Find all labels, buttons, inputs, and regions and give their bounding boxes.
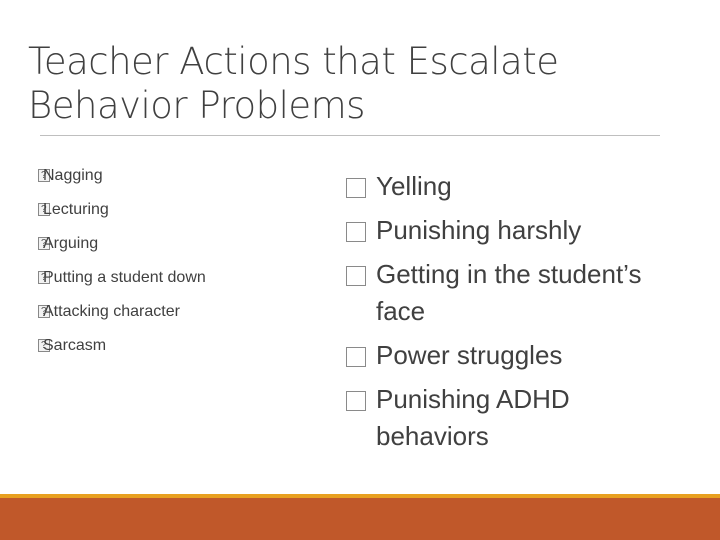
list-item: ? Sarcasm — [38, 332, 318, 366]
square-bullet-icon — [346, 347, 366, 367]
list-item: ? Arguing — [38, 230, 318, 264]
list-item: ? Nagging — [38, 162, 318, 196]
title-divider — [40, 135, 660, 136]
square-bullet-icon — [346, 266, 366, 286]
list-item: ? Lecturing — [38, 196, 318, 230]
square-bullet-icon — [346, 178, 366, 198]
footer-accent-bar — [0, 498, 720, 540]
left-bullet-list — [38, 162, 318, 366]
square-bullet-icon — [346, 391, 366, 411]
list-item: Getting in the student’s face — [346, 256, 686, 330]
slide-title: Teacher Actions that Escalate Behavior Problems — [28, 40, 559, 127]
list-item: Power struggles — [346, 337, 686, 374]
list-item: Punishing harshly — [346, 212, 686, 249]
list-item: Punishing ADHD behaviors — [346, 381, 686, 455]
list-item: ? Putting a student down — [38, 264, 318, 298]
right-bullet-list — [346, 168, 686, 462]
list-item: Yelling — [346, 168, 686, 205]
square-bullet-icon — [346, 222, 366, 242]
list-item: ? Attacking character — [38, 298, 318, 332]
